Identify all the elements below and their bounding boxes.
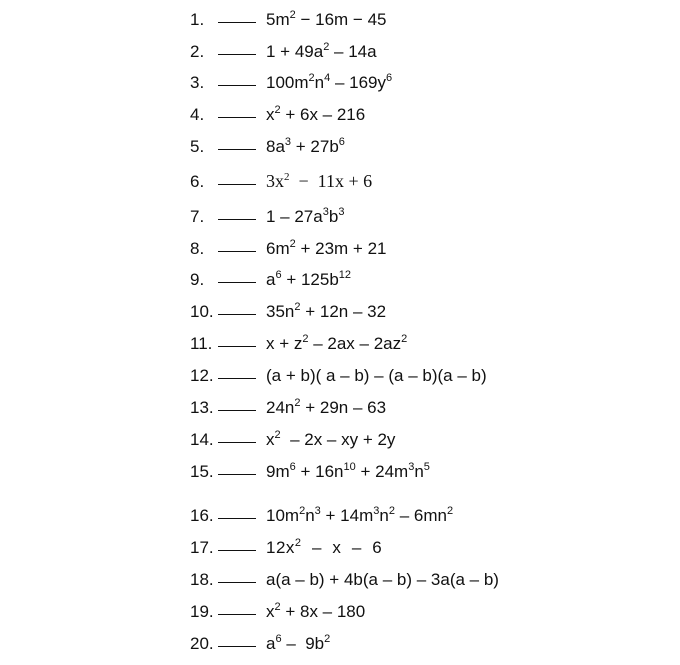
problem-number: 14. xyxy=(190,430,214,449)
expression-text: a xyxy=(266,270,276,289)
expression-text: + 12n – 32 xyxy=(300,302,387,321)
problem-expression xyxy=(266,506,453,526)
problem-row xyxy=(190,570,499,598)
exponent: 2 xyxy=(302,333,309,345)
expression-text: 10m xyxy=(266,506,300,525)
problem-expression xyxy=(266,270,351,290)
problem-expression xyxy=(266,570,499,590)
answer-blank[interactable] xyxy=(218,517,256,519)
expression-text: + 8x – 180 xyxy=(280,602,366,621)
problem-number: 16. xyxy=(190,506,214,525)
expression-text: – 2x – xy + 2y xyxy=(280,430,396,449)
exponent: 3 xyxy=(338,206,345,218)
answer-blank[interactable] xyxy=(218,148,256,150)
problem-number: 12. xyxy=(190,366,214,385)
problem-number: 20. xyxy=(190,634,214,653)
problem-expression xyxy=(266,398,386,418)
exponent: 2 xyxy=(324,633,331,645)
expression-text: – 2ax – 2az xyxy=(308,334,402,353)
problem-row xyxy=(190,105,365,133)
exponent: 2 xyxy=(284,171,290,183)
expression-text: (a + b)( a – b) – (a – b)(a – b) xyxy=(266,366,487,385)
problem-row xyxy=(190,10,386,38)
problem-row xyxy=(190,270,351,298)
answer-blank[interactable] xyxy=(218,581,256,583)
exponent: 2 xyxy=(294,301,301,313)
expression-text: n xyxy=(305,506,315,525)
problem-number: 1. xyxy=(190,10,205,29)
expression-text: n xyxy=(314,73,325,92)
answer-blank[interactable] xyxy=(218,21,256,23)
expression-text: 9m xyxy=(266,462,290,481)
problem-number: 9. xyxy=(190,270,205,289)
answer-blank[interactable] xyxy=(218,313,256,315)
expression-text: b xyxy=(328,207,339,226)
answer-blank[interactable] xyxy=(218,183,256,185)
expression-text: x xyxy=(266,430,275,449)
problem-number: 18. xyxy=(190,570,214,589)
problem-expression xyxy=(266,602,365,622)
answer-blank[interactable] xyxy=(218,613,256,615)
expression-text: x + z xyxy=(266,334,303,353)
expression-text: a xyxy=(266,634,276,653)
exponent: 2 xyxy=(289,9,296,21)
expression-text: 6m xyxy=(266,239,290,258)
expression-text: x xyxy=(266,105,275,124)
problem-expression xyxy=(266,538,382,558)
exponent: 3 xyxy=(373,505,380,517)
expression-text: x xyxy=(266,602,275,621)
answer-blank[interactable] xyxy=(218,409,256,411)
problem-row xyxy=(190,366,487,394)
expression-text: – 169y xyxy=(330,73,387,92)
answer-blank[interactable] xyxy=(218,441,256,443)
problem-row xyxy=(190,602,365,630)
answer-blank[interactable] xyxy=(218,281,256,283)
problem-expression xyxy=(266,366,487,386)
exponent: 6 xyxy=(275,633,282,645)
problem-expression xyxy=(266,462,430,482)
expression-text: 3x xyxy=(266,171,284,191)
problem-expression xyxy=(266,171,372,192)
expression-text: 35n xyxy=(266,302,295,321)
answer-blank[interactable] xyxy=(218,53,256,55)
exponent: 10 xyxy=(343,461,356,473)
problem-expression xyxy=(266,239,386,259)
problem-row xyxy=(190,302,386,330)
problem-number: 8. xyxy=(190,239,205,258)
problem-row xyxy=(190,430,395,458)
exponent: 2 xyxy=(401,333,408,345)
problem-number: 19. xyxy=(190,602,214,621)
expression-text: 1 – 27a xyxy=(266,207,323,226)
problem-expression xyxy=(266,105,365,125)
problem-number: 2. xyxy=(190,42,205,61)
exponent: 6 xyxy=(275,269,282,281)
problem-expression xyxy=(266,334,407,354)
expression-text: − 11x + 6 xyxy=(289,171,373,191)
problem-expression xyxy=(266,207,344,227)
expression-text: + 125b xyxy=(281,270,339,289)
problem-number: 4. xyxy=(190,105,205,124)
problem-row xyxy=(190,207,344,235)
problem-row xyxy=(190,73,392,101)
problem-number: 5. xyxy=(190,137,205,156)
expression-text: 24n xyxy=(266,398,295,417)
answer-blank[interactable] xyxy=(218,345,256,347)
expression-text: + 6x – 216 xyxy=(280,105,366,124)
expression-text: + 23m + 21 xyxy=(295,239,387,258)
exponent: 2 xyxy=(294,397,301,409)
answer-blank[interactable] xyxy=(218,549,256,551)
problem-row xyxy=(190,506,453,534)
problem-row xyxy=(190,334,407,362)
answer-blank[interactable] xyxy=(218,84,256,86)
expression-text: – 6mn xyxy=(394,506,447,525)
exponent: 2 xyxy=(299,505,306,517)
exponent: 2 xyxy=(308,72,315,84)
expression-text: n xyxy=(379,506,389,525)
exponent: 2 xyxy=(446,505,454,517)
problem-number: 6. xyxy=(190,172,205,191)
answer-blank[interactable] xyxy=(218,645,256,647)
expression-text: 1 + 49a xyxy=(266,42,324,61)
exponent: 3 xyxy=(408,461,415,473)
problem-row xyxy=(190,634,330,662)
problem-number: 13. xyxy=(190,398,214,417)
problem-expression xyxy=(266,430,395,450)
exponent: 2 xyxy=(274,601,281,613)
expression-text: 8a xyxy=(266,137,285,156)
answer-blank[interactable] xyxy=(218,250,256,252)
expression-text: 5m xyxy=(266,10,290,29)
expression-text: – 14a xyxy=(329,42,377,61)
problem-number: 15. xyxy=(190,462,214,481)
answer-blank[interactable] xyxy=(218,116,256,118)
expression-text: + 14m xyxy=(320,506,374,525)
exponent: 2 xyxy=(289,238,296,250)
expression-text: n xyxy=(414,462,424,481)
exponent: 6 xyxy=(338,136,345,148)
problem-expression xyxy=(266,10,386,30)
expression-text: 100m xyxy=(266,73,309,92)
exponent: 3 xyxy=(322,206,329,218)
exponent: 3 xyxy=(314,505,321,517)
expression-text: + 16n xyxy=(295,462,344,481)
exponent: 6 xyxy=(386,72,393,84)
answer-blank[interactable] xyxy=(218,218,256,220)
problem-row xyxy=(190,42,377,70)
exponent: 2 xyxy=(388,505,395,517)
expression-text: – x – 6 xyxy=(301,538,383,557)
expression-text: – 9b xyxy=(281,634,325,653)
answer-blank[interactable] xyxy=(218,473,256,475)
exponent: 12 xyxy=(338,269,352,281)
exponent: 6 xyxy=(289,461,296,473)
problem-expression xyxy=(266,42,377,62)
problem-number: 17. xyxy=(190,538,214,557)
exponent: 3 xyxy=(284,136,292,148)
problem-number: 11. xyxy=(190,334,213,353)
problem-row xyxy=(190,398,386,426)
expression-text: a(a – b) + 4b(a – b) – 3a(a – b) xyxy=(266,570,499,589)
problem-number: 7. xyxy=(190,207,205,226)
exponent: 2 xyxy=(274,429,281,441)
expression-text: + 29n – 63 xyxy=(300,398,387,417)
expression-text: + 27b xyxy=(291,137,339,156)
exponent: 2 xyxy=(274,104,281,116)
problem-expression xyxy=(266,137,345,157)
answer-blank[interactable] xyxy=(218,377,256,379)
expression-text: − 16m − 45 xyxy=(295,10,387,29)
problem-row xyxy=(190,538,382,566)
exponent: 2 xyxy=(323,41,330,53)
problem-row xyxy=(190,239,386,267)
expression-text: + 24m xyxy=(355,462,409,481)
problem-row xyxy=(190,462,430,490)
problem-number: 3. xyxy=(190,73,205,92)
exponent: 5 xyxy=(423,461,430,473)
problem-expression xyxy=(266,73,392,93)
problem-row xyxy=(190,137,345,165)
expression-text: 12x xyxy=(266,538,295,557)
problem-number: 10. xyxy=(190,302,214,321)
problem-expression xyxy=(266,634,330,654)
problem-row xyxy=(190,171,372,199)
problem-expression xyxy=(266,302,386,322)
exponent: 4 xyxy=(324,72,331,84)
exponent: 2 xyxy=(294,537,302,549)
